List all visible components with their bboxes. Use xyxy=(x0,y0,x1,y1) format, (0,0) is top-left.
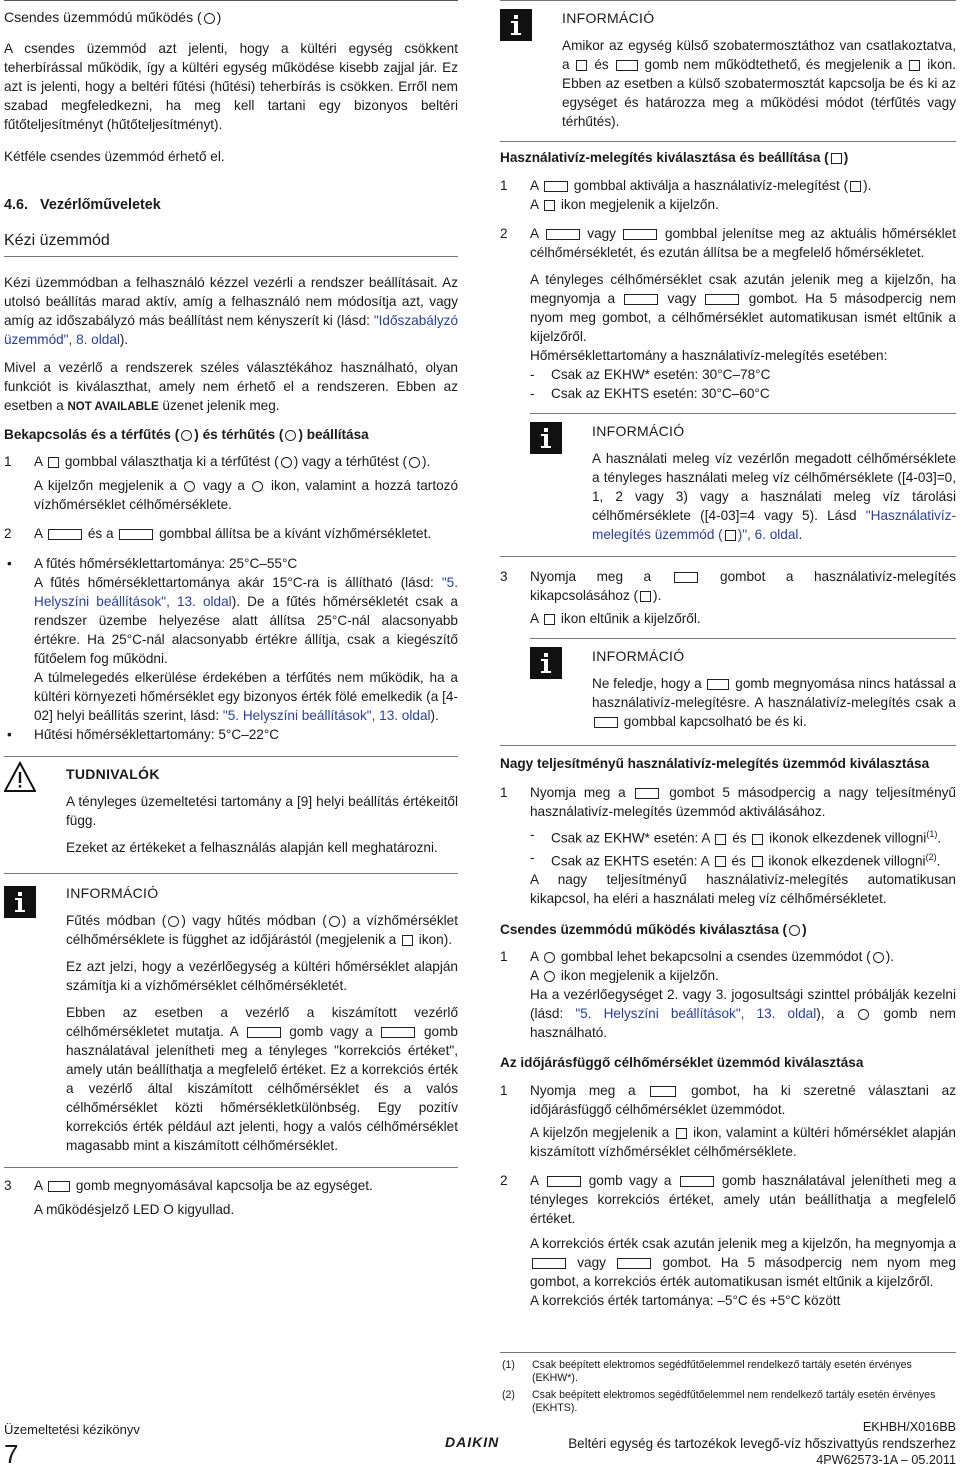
product-name: Beltéri egység és tartozékok levegő-víz hőszivattyús rendszerhez xyxy=(568,1436,956,1451)
dhw-step-2: 2 A vagy gombbal jelenítse meg az aktuális hőmérséklet célhőmérsékletét, és ezután állítsa be a megfelelő hőmérsékletet. A tényleges célhőmérséklet csak azután jelenik meg a kijelzőn, ha megnyomja a vagy gombot. Ha 5 másodpercig nem nyom meg gombot, a célhőmérséklet automatikusan ismét eltűnik a kijelzőről. Hőmérséklettartomány a használativíz-melegítés esetében: - Csak az EKHW* esetén: 30°C–78°C - Csak az EKHTS esetén: 30°C–60°C xyxy=(500,226,957,401)
heat-cool-button-icon xyxy=(576,60,587,71)
daikin-logo: DAIKIN xyxy=(445,1434,500,1450)
on-off-button-icon xyxy=(707,679,729,690)
quiet-icon xyxy=(873,952,884,963)
bullet-cooling-range: • Hűtési hőmérséklettartomány: 5°C–22°C xyxy=(7,727,280,742)
quiet-button-icon xyxy=(544,952,555,963)
booster-heater-icon xyxy=(752,834,763,845)
footnotes xyxy=(500,1352,956,1419)
info-box-onoff: INFORMÁCIÓ Ne feledje, hogy a gomb megnyomása nincs hatással a használativíz-melegítésre. A használativíz-melegítés csak a gombbal kapcsolható be és ki. xyxy=(530,638,956,731)
temp-down-button-icon xyxy=(381,1027,415,1038)
quiet-mode-title: Csendes üzemmódú működés ( ) xyxy=(4,9,222,25)
dhw-step-3: 3 Nyomja meg a gombot a használativíz-melegítés kikapcsolásához ( ). A ikon eltűnik a kijelzőről. xyxy=(500,556,956,628)
ref-link[interactable]: "5. Helyszíni beállítások", 13. oldal xyxy=(34,575,458,609)
snowflake-icon xyxy=(252,481,263,492)
sun-icon xyxy=(281,457,292,468)
dhw-button-icon xyxy=(635,788,659,799)
step-1: 1 A gombbal választhatja ki a térfűtést ( ) vagy a térhűtést ( ). A kijelzőn megjelenik a vagy a ikon, valamint a hozzá tartozó vízhőmérséklet célhőmérséklete. xyxy=(4,454,459,512)
info-heading: INFORMÁCIÓ xyxy=(592,423,685,439)
powerful-step-1: 1 Nyomja meg a gombot 5 másodpercig a nagy teljesítményű használativíz-melegítés üzemmód aktiválásához. - Csak az EKHW* esetén: A és ikonok elkezdenek villogni$^{(1)}$. - Csak az EKHTS esetén: A és ikonok elkezdenek villogni$^{(2)}$. A nagy teljesítményű használativíz-melegítés automatikusan kikapcsol, ha eléri a használati meleg víz célhőmérsékletet. xyxy=(500,785,956,907)
on-off-button-icon xyxy=(48,1181,70,1192)
manual-mode-title: Kézi üzemmód xyxy=(4,231,458,257)
left-column xyxy=(4,0,458,1219)
dash-item: - Csak az EKHW* esetén: 30°C–78°C xyxy=(530,367,771,382)
footnote: (2) Csak beépített elektromos segédfűtőelemmel nem rendelkező tartály esetén érvényes (EKHTS). xyxy=(502,1389,936,1414)
powerful-title: Nagy teljesítményű használativíz-melegítés üzemmód kiválasztása xyxy=(500,745,956,773)
bullet-heating-range: • A fűtés hőmérséklettartománya: 25°C–55°C A fűtés hőmérséklettartománya akár 15°C-ra is állítható (lásd: "5. Helyszíni beállítások", 13. oldal). De a fűtés hőmérsékletét csak a rendszer üzembe helyezése alatt állítsa 25°C-nál alacsonyabb értékre. Ha 25°C-nál alacsonyabb értékre állítja, csak a kiegészítő fűtőelem fog működni. A túlmelegedés elkerülése érdekében a térfűtés nem működik, ha a kültéri környezeti hőmérséklet egy bizonyos érték fölé emelkedik (a [4-02] helyi beállítás szerint, lásd: "5. Helyszíni beállítások", 13. oldal). xyxy=(7,556,458,723)
weather-step-2: 2 A gomb vagy a gomb használatával jelenítheti meg a tényleges korrekciós értéket, amely után beállíthatja a megfelelő értéket. A korrekciós érték csak azután jelenik meg a kijelzőn, ha megnyomja a vagy gombot. Ha 5 másodpercig nem nyom meg gombot, a korrekciós érték automatikusan ismét eltűnik a kijelzőről. A korrekciós érték tartománya: –5°C és +5°C között xyxy=(500,1173,957,1309)
dhw-up-button-icon xyxy=(624,294,658,305)
quiet-icon xyxy=(789,925,800,936)
ref-link[interactable]: "Időszabályzó üzemmód", 8. oldal xyxy=(4,313,458,347)
tap-icon xyxy=(715,834,726,845)
info-icon xyxy=(4,886,36,918)
manual-name: Üzemeltetési kézikönyv xyxy=(4,1422,140,1437)
quiet-mode-paragraph: A csendes üzemmód azt jelenti, hogy a kültéri egység csökkent teherbírással működik, így a kültéri egység működése kisebb zajjal jár. Ez azt is jelenti, hogy a beltéri fűtési (hűtési) teherbírás is csökken. Erről nem szabad megfeledkezni, ha meg kell tartani egy bizonyos beltéri fűtőteljesítményt (hűtőteljesítményt). xyxy=(4,41,458,132)
temp-up-button-icon xyxy=(547,1176,581,1187)
on-off-button-icon xyxy=(616,60,638,71)
tap-icon xyxy=(850,181,861,192)
weather-icon xyxy=(676,1128,687,1139)
snowflake-icon xyxy=(409,457,420,468)
snowflake-icon xyxy=(329,916,340,927)
info-icon xyxy=(530,422,562,454)
warning-icon xyxy=(4,761,36,793)
footer-right xyxy=(568,1420,956,1468)
dhw-button-icon xyxy=(674,572,698,583)
weather-title: Az időjárásfüggő célhőmérséklet üzemmód kiválasztása xyxy=(500,1055,864,1071)
right-column xyxy=(500,0,956,1310)
dhw-title: Használativíz-melegítés kiválasztása és beállítása ( ) xyxy=(500,141,956,167)
ref-link[interactable]: "5. Helyszíni beállítások", 13. oldal xyxy=(575,1006,817,1022)
document-code: 4PW62573-1A – 05.2011 xyxy=(816,1453,956,1467)
info-box-dhw: INFORMÁCIÓ A használati meleg víz vezérlőn megadott célhőmérséklete a tényleges használati meleg víz célhőmérséklete ([4-03]=0, 1, 2 vagy 3) vagy a használati meleg víz tárolási célhőmérséklete ([4-03]=4 vagy 5). Lásd "Használativíz-melegítés üzemmód ( )", 6. oldal. xyxy=(530,413,956,544)
temp-up-button-icon xyxy=(532,1258,566,1269)
info-heading: INFORMÁCIÓ xyxy=(66,885,159,901)
info-box: INFORMÁCIÓ Fűtés módban ( ) vagy hűtés módban ( ) a vízhőmérséklet célhőmérséklete is függhet az időjárástól (megjelenik a ikon). Ez azt jelzi, hogy a vezérlőegység a kültéri hőmérséklet alapján számítja ki a vízhőmérséklet célhőmérsékletét. Ebben az esetben a vezérlő a kiszámított vezérlő célhőmérsékletet mutatja. A gomb vagy a gomb használatával jelenítheti meg a tényleges "korrekciós értéket", amely után beállíthatja a megfelelő értéket. Ez a korrekciós érték a vezérlő által kiszámított célhőmérséklet és a valós célhőmérséklet közti hőmérsékletkülönbség. Egy pozitív korrekciós érték például azt jelenti, hogy a valós célhőmérséklet magasabb mint a kiszámított célhőmérséklet. xyxy=(4,873,458,1155)
quiet-select-title: Csendes üzemmódú működés kiválasztása ( ) xyxy=(500,922,807,938)
sun-icon xyxy=(184,481,195,492)
weather-button-icon xyxy=(650,1086,676,1097)
info-heading: INFORMÁCIÓ xyxy=(592,648,685,664)
temp-down-button-icon xyxy=(119,529,153,540)
dhw-button-icon xyxy=(594,717,618,728)
heating-cooling-title: Bekapcsolás és a térfűtés ( ) és térhűtés ( ) beállítása xyxy=(4,427,369,442)
quiet-mode-paragraph-2: Kétféle csendes üzemmód érhető el. xyxy=(4,149,225,164)
info-heading: INFORMÁCIÓ xyxy=(562,10,655,26)
dash-item: - Csak az EKHTS esetén: 30°C–60°C xyxy=(530,386,770,401)
temp-down-button-icon xyxy=(680,1176,714,1187)
tap-icon xyxy=(831,153,842,164)
section-heading: 4.6. Vezérlőműveletek xyxy=(4,197,161,213)
dhw-down-button-icon xyxy=(623,229,657,240)
quiet-step-1: 1 A gombbal lehet bekapcsolni a csendes üzemmódot ( ). A ikon megjelenik a kijelzőn. Ha a vezérlőegységet 2. vagy 3. jogosultsági szinttel próbálják kezelni (lásd: "5. Helyszíni beállítások", 13. oldal), a gomb nem használható. xyxy=(500,949,956,1041)
dhw-down-button-icon xyxy=(705,294,739,305)
temp-down-button-icon xyxy=(617,1258,651,1269)
dhw-step-1: 1 A gombbal aktiválja a használativíz-melegítést ( ). A ikon megjelenik a kijelzőn. xyxy=(500,178,872,212)
tap-icon xyxy=(640,591,651,602)
footnote: (1) Csak beépített elektromos segédfűtőelemmel rendelkező tartály esetén érvényes (EKHW*). xyxy=(502,1359,912,1384)
heat-cool-button-icon xyxy=(48,457,59,468)
footer-left xyxy=(4,1420,140,1469)
info-icon xyxy=(500,9,532,41)
tap-icon xyxy=(544,200,555,211)
dash-item: - Csak az EKHTS esetén: A és ikonok elkezdenek villogni$^{(2)}$. xyxy=(530,849,941,869)
quiet-mode-section xyxy=(4,0,458,166)
warning-heading: TUDNIVALÓK xyxy=(66,766,160,782)
dhw-button-icon xyxy=(544,181,568,192)
temp-up-button-icon xyxy=(48,529,82,540)
step-2: 2 A és a gombbal állítsa be a kívánt vízhőmérsékletet. xyxy=(4,526,432,541)
ref-link[interactable]: "Használativíz-melegítés üzemmód ( )", 6. oldal xyxy=(592,508,956,542)
sun-icon xyxy=(168,916,179,927)
weather-step-1: 1 Nyomja meg a gombot, ha ki szeretné választani az időjárásfüggő célhőmérséklet üzemmódot. A kijelzőn megjelenik a ikon, valamint a kültéri hőmérséklet alapján kiszámított vízhőmérséklet célhőmérséklete. xyxy=(500,1083,956,1160)
manual-mode-paragraph: Kézi üzemmódban a felhasználó kézzel vezérli a rendszer beállításait. Az utolsó beállítás marad aktív, amíg a felhasználó nem módosítja azt, vagy amíg az időszabályzó más beállítást nem kényszerít ki (lásd: "Időszabályzó üzemmód", 8. oldal). xyxy=(4,275,458,347)
info-box-thermostat: INFORMÁCIÓ Amikor az egység külső szobatermosztáthoz van csatlakoztatva, a és gomb nem működtethető, és megjelenik a ikon. Ebben az esetben a külső szobatermosztát kapcsolja be és ki az egységet és határozza meg a működési módot (térfűtés vagy térhűtés). xyxy=(500,0,956,131)
heat-pump-icon xyxy=(752,856,763,867)
page-number: 7 xyxy=(4,1439,19,1469)
sun-icon xyxy=(181,430,192,441)
manual-mode-paragraph-2: Mivel a vezérlő a rendszerek széles választékához használható, olyan funkciót is kiválaszthat, amely nem érhető el a rendszeren. Ebben az esetben a NOT AVAILABLE üzenet jelenik meg. xyxy=(4,360,458,413)
warning-box: TUDNIVALÓK A tényleges üzemeltetési tartomány a [9] helyi beállítás értékeitől függ. Ezeket az értékeket a felhasználás alapján kell meghatározni. xyxy=(4,756,458,857)
info-icon xyxy=(530,647,562,679)
quiet-icon xyxy=(544,971,555,982)
dash-item: - Csak az EKHW* esetén: A és ikonok elkezdenek villogni$^{(1)}$. xyxy=(530,827,942,846)
model-code: EKHBH/X016BB xyxy=(862,1420,956,1434)
thermostat-icon xyxy=(909,60,920,71)
ref-link[interactable]: "5. Helyszíni beállítások", 13. oldal xyxy=(222,708,431,723)
dhw-up-button-icon xyxy=(546,229,580,240)
weather-icon xyxy=(402,935,413,946)
tap-icon xyxy=(544,614,555,625)
tap-icon xyxy=(715,856,726,867)
tap-icon xyxy=(725,530,736,541)
quiet-icon xyxy=(204,13,215,24)
quiet-button-icon xyxy=(858,1009,869,1020)
snowflake-icon xyxy=(285,430,296,441)
temp-up-button-icon xyxy=(247,1027,281,1038)
step-3: 3 A gomb megnyomásával kapcsolja be az egységet. A működésjelző LED O kigyullad. xyxy=(4,1167,458,1219)
